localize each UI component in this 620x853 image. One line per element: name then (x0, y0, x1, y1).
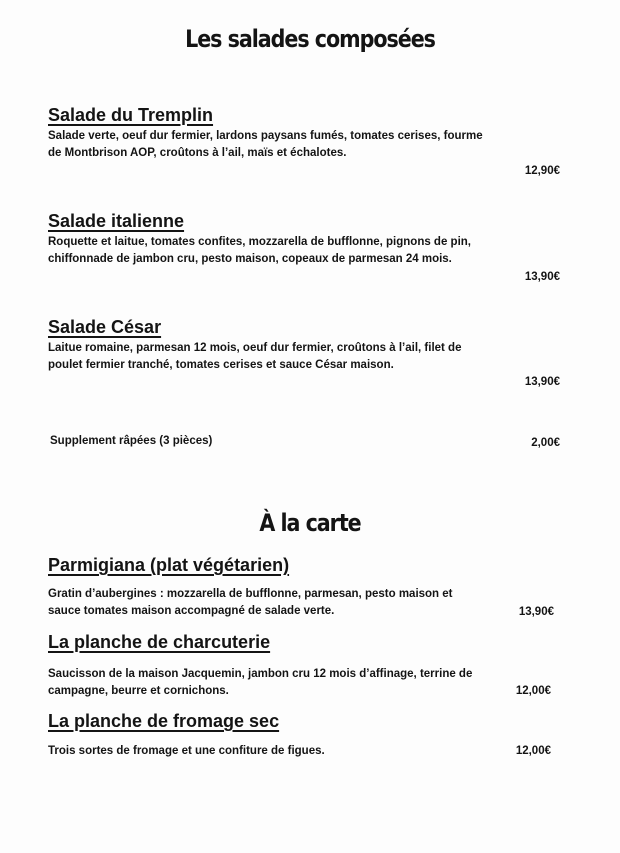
description-line: Laitue romaine, parmesan 12 mois, oeuf dur fermier, croûtons à l’ail, filet de (48, 342, 462, 354)
dish-description (48, 743, 568, 760)
supplement-price: 2,00€ (531, 437, 560, 449)
dish-price: 12,00€ (515, 685, 551, 697)
description-line: Salade verte, oeuf dur fermier, lardons paysans fumés, tomates cerises, fourme (48, 130, 483, 142)
dish-price: 13,90€ (518, 606, 554, 618)
description-line: Roquette et laitue, tomates confites, mozzarella de bufflonne, pignons de pin, (48, 236, 471, 248)
description-line: Saucisson de la maison Jacquemin, jambon cru 12 mois d’affinage, terrine de (48, 668, 473, 680)
description-line: Gratin d’aubergines : mozzarella de bufflonne, parmesan, pesto maison et (48, 588, 453, 600)
description-line: sauce tomates maison accompagné de salade verte. (48, 605, 335, 617)
dish-price: 13,90€ (524, 376, 560, 388)
dish-name: Salade du Tremplin (48, 105, 214, 125)
section-title: Les salades composées (185, 25, 435, 53)
dish-name: Salade italienne (48, 211, 185, 231)
dish-description (48, 586, 568, 620)
dish-description (48, 340, 568, 374)
section-title: À la carte (259, 509, 361, 537)
dish-name: La planche de fromage sec (48, 711, 280, 731)
dish-price: 12,90€ (524, 165, 560, 177)
description-line: campagne, beurre et cornichons. (48, 685, 229, 697)
dish-price: 12,00€ (515, 745, 551, 757)
dish-name: La planche de charcuterie (48, 632, 271, 652)
supplement-label: Supplement râpées (3 pièces) (50, 435, 213, 447)
description-line: Trois sortes de fromage et une confiture de figues. (48, 745, 325, 757)
dish-name: Parmigiana (plat végétarien) (48, 555, 290, 575)
description-line: chiffonnade de jambon cru, pesto maison, copeaux de parmesan 24 mois. (48, 253, 452, 265)
dish-description (48, 128, 568, 162)
dish-name: Salade César (48, 317, 162, 337)
dish-price: 13,90€ (524, 271, 560, 283)
dish-description (48, 234, 568, 268)
dish-description (48, 666, 568, 700)
description-line: poulet fermier tranché, tomates cerises et sauce César maison. (48, 359, 394, 371)
description-line: de Montbrison AOP, croûtons à l’ail, maïs et échalotes. (48, 147, 347, 159)
